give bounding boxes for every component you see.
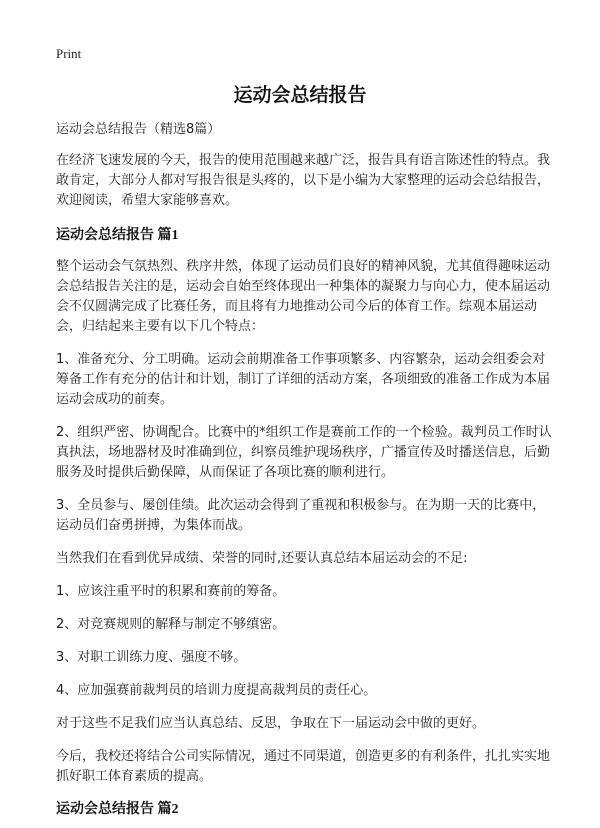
section-1-paragraph-point-1: 1、准备充分、分工明确。运动会前期准备工作事项繁多、内容繁杂，运动会组委会对筹备工作有充分的估计和计划，制订了详细的活动方案，各项细致的准备工作成为本届运动会成功的前奏。 <box>56 352 551 407</box>
section-2-heading: 运动会总结报告 篇2 <box>56 802 179 817</box>
section-1-paragraph-shortcoming-4: 4、应加强赛前裁判员的培训力度提高裁判员的责任心。 <box>56 683 377 698</box>
section-1-paragraph-future: 今后，我校还将结合公司实际情况，通过不同渠道，创造更多的有利条件，扎扎实实地抓好职工体育素质的提高。 <box>56 749 551 784</box>
section-1-paragraph-overview: 整个运动会气氛热烈、秩序井然，体现了运动员们良好的精神风貌，尤其值得趣味运动会总结报告关注的是，运动会自始至终体现出一种集体的凝聚力与向心力，使本届运动会不仅圆满完成了比赛任务，而且将有力地推动公司今后的体育工作。综观本届运动会，归结起来主要有以下几个特点： <box>56 259 551 334</box>
document-body <box>56 120 556 828</box>
print-link[interactable]: Print <box>56 46 82 61</box>
section-1-paragraph-shortcoming-1: 1、应该注重平时的积累和赛前的筹备。 <box>56 584 286 599</box>
section-1-paragraph-point-3: 3、全员参与、屡创佳绩。此次运动会得到了重视和积极参与。在为期一天的比赛中，运动员们奋勇拼搏，为集体而战。 <box>56 498 546 533</box>
section-1-heading: 运动会总结报告 篇1 <box>56 228 179 243</box>
intro-paragraph: 在经济飞速发展的今天，报告的使用范围越来越广泛，报告具有语言陈述性的特点。我敢肯定，大部分人都对写报告很是头疼的，以下是小编为大家整理的运动会总结报告，欢迎阅读，希望大家能够喜欢。 <box>56 153 551 208</box>
section-1-paragraph-shortcoming-2: 2、对竞赛规则的解释与制定不够缜密。 <box>56 617 286 632</box>
section-1-paragraph-point-2: 2、组织严密、协调配合。比赛中的*组织工作是赛前工作的一个检验。裁判员工作时认真执法，场地器材及时准确到位，纠察员维护现场秩序，广播宣传及时播送信息，后勤服务及时提供后勤保障，从而保证了各项比赛的顺利进行。 <box>56 425 552 480</box>
section-1-paragraph-shortcoming-3: 3、对职工训练力度、强度不够。 <box>56 650 247 665</box>
document-title: 运动会总结报告 <box>233 84 367 106</box>
section-1-paragraph-reflection: 对于这些不足我们应当认真总结、反思，争取在下一届运动会中做的更好。 <box>56 716 486 731</box>
document-subtitle: 运动会总结报告（精选8篇） <box>56 122 221 137</box>
section-1-paragraph-shortcomings-intro: 当然我们在看到优异成绩、荣誉的同时,还要认真总结本届运动会的不足: <box>56 551 468 566</box>
